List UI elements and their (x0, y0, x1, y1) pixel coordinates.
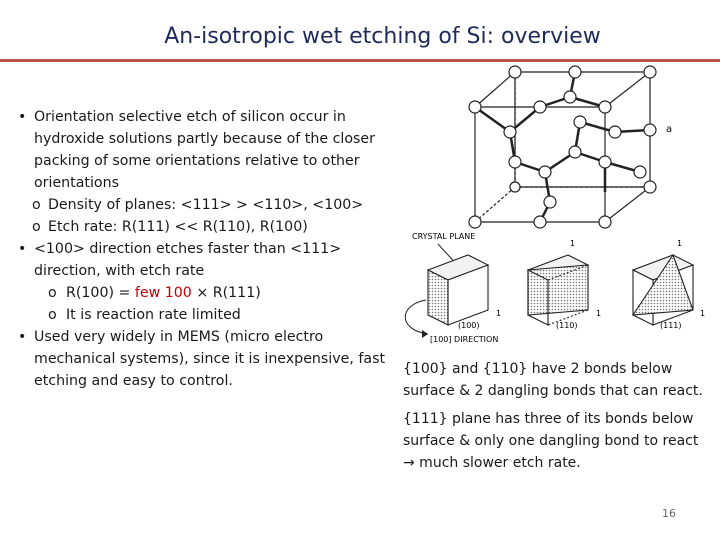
sub-bullet-highlight: few 100 (134, 285, 192, 301)
bullet-text: <100> direction etches faster than <111> direction, with etch rate (34, 241, 342, 279)
note-111: {111} plane has three of its bonds below surface & only one dangling bond to react → much slower etch rate. (403, 411, 699, 471)
crystal-planes-figure (398, 230, 720, 348)
axis-one-label: 1 (700, 309, 706, 318)
axis-one-label: 1 (496, 309, 502, 318)
sub-bullet-item: o Density of planes: <111> > <110>, <100> (32, 197, 364, 213)
sub-bullet-item: o It is reaction rate limited (48, 307, 241, 323)
sub-bullet-text-c: × R(111) (191, 285, 261, 301)
axis-one-label: 1 (677, 239, 683, 248)
axis-one-label: 1 (596, 309, 602, 318)
bullet-item: • Orientation selective etch of silicon occur in hydroxide solutions partly because of the closer packing of some orientations relative to other orientations (18, 109, 375, 191)
bullet-item: • Used very widely in MEMS (micro electro mechanical systems), since it is inexpensive, fast etching and easy to control. (18, 329, 386, 389)
plane-label-100: (100) (458, 321, 480, 330)
lattice-constant-label: a (666, 124, 673, 135)
sub-bullet-text: Density of planes: <111> > <110>, <100> (48, 197, 364, 213)
sub-bullet-item: o R(100) = few 100 × R(111) (48, 285, 261, 301)
sub-bullet-text-a: R(100) = (66, 285, 135, 301)
page-number: 16 (662, 507, 676, 520)
bullet-list (18, 106, 398, 392)
plane-label-110: (110) (556, 321, 578, 330)
note-100-110: {100} and {110} have 2 bonds below surface & 2 dangling bonds that can react. (403, 361, 703, 399)
slide-title: An-isotropic wet etching of Si: overview (164, 24, 601, 49)
bullet-text: Used very widely in MEMS (micro electro mechanical systems), since it is inexpensive, fast etching and easy to control. (34, 329, 386, 389)
bullet-item: • <100> direction etches faster than <111> direction, with etch rate (18, 241, 342, 279)
bullet-text: Orientation selective etch of silicon occur in hydroxide solutions partly because of the closer packing of some orientations relative to other orientations (34, 109, 375, 191)
diamond-lattice-figure (455, 62, 685, 232)
sub-bullet-text: Etch rate: R(111) << R(110), R(100) (48, 219, 308, 235)
plane-label-111: (111) (660, 321, 682, 330)
sub-bullet-text: It is reaction rate limited (66, 307, 241, 323)
direction-label: [100] DIRECTION (430, 335, 499, 344)
sub-bullet-item: o Etch rate: R(111) << R(110), R(100) (32, 219, 308, 235)
crystal-plane-label: CRYSTAL PLANE (412, 232, 476, 241)
axis-one-label: 1 (570, 239, 576, 248)
